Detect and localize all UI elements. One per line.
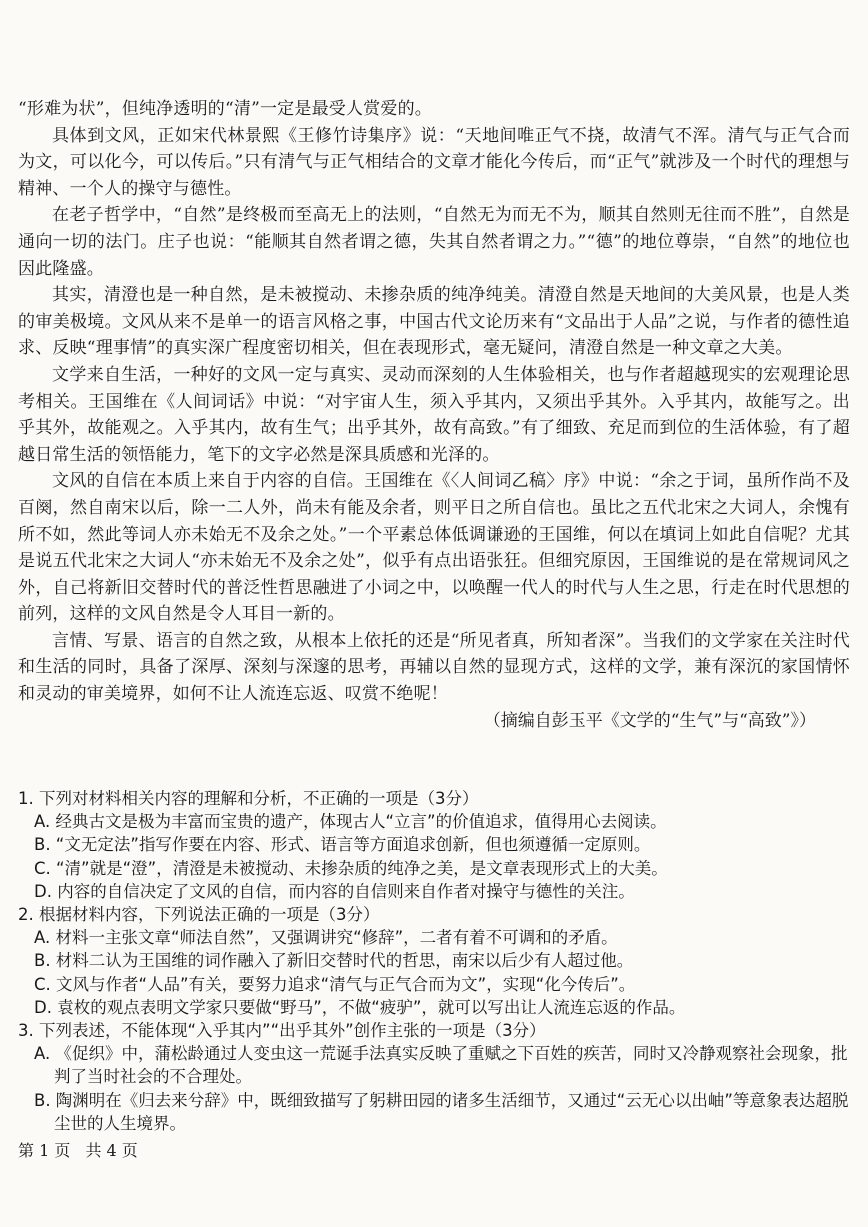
passage-paragraph: 具体到文风，正如宋代林景熙《王修竹诗集序》说：“天地间唯正气不挠，故清气不浑。清气与正气合而为文，可以化今，可以传后。”只有清气与正气相结合的文章才能化今传后，而“正气”就涉及一个时代的理想与精神、一个人的操守与德性。 bbox=[18, 125, 850, 199]
option-b: B. 材料二认为王国维的词作融入了新旧交替时代的哲思，南宋以后少有人超过他。 bbox=[34, 951, 634, 971]
option-a: A. 材料一主张文章“师法自然”，又强调讲究“修辞”，二者有着不可调和的矛盾。 bbox=[34, 928, 618, 948]
passage-paragraph: 言情、写景、语言的自然之致，从根本上依托的还是“所见者真，所知者深”。当我们的文学家在关注时代和生活的同时，具备了深厚、深刻与深邃的思考，再辅以自然的显现方式，这样的文学，兼有深沉的家国情怀和灵动的审美境界，如何不让人流连忘返、叹赏不绝呢！ bbox=[18, 630, 850, 705]
option-d: D. 袁枚的观点表明文学家只要做“野马”，不做“疲驴”，就可以写出让人流连忘返的作品。 bbox=[34, 997, 686, 1017]
option-a: A. 《促织》中，蒲松龄通过人变虫这一荒诞手法真实反映了重赋之下百姓的疾苦，同时又冷静观察社会现象，批判了当时社会的不合理处。 bbox=[34, 1044, 848, 1087]
questions-section bbox=[18, 787, 850, 1135]
option-c: C. “清”就是“澄”，清澄是未被搅动、未掺杂质的纯净之美，是文章表现形式上的大美。 bbox=[34, 858, 668, 878]
page-number: 第 1 页 bbox=[18, 1141, 71, 1160]
option-b: B. “文无定法”指写作要在内容、形式、语言等方面追求创新，但也须遵循一定原则。 bbox=[34, 835, 651, 855]
option-d: D. 内容的自信决定了文风的自信，而内容的自信则来自作者对操守与德性的关注。 bbox=[34, 881, 635, 901]
reading-passage bbox=[18, 96, 850, 735]
option-a: A. 经典古文是极为丰富而宝贵的遗产，体现古人“立言”的价值追求，值得用心去阅读。 bbox=[34, 812, 667, 832]
passage-paragraph: 其实，清澄也是一种自然，是未被搅动、未掺杂质的纯净纯美。清澄自然是天地间的大美风景，也是人类的审美极境。文风从来不是单一的语言风格之事，中国古代文论历来有“文品出于人品”之说，与作者的德性追求、反映“理事情”的真实深广程度密切相关，但在表现形式，毫无疑问，清澄自然是一种文章之大美。 bbox=[18, 285, 850, 359]
passage-paragraph: 文风的自信在本质上来自于内容的自信。王国维在《〈人间词乙稿〉序》中说：“余之于词，虽所作尚不及百阕，然自南宋以后，除一二人外，尚未有能及余者，则平日之所自信也。虽比之五代北宋之大词人，余愧有所不如，然此等词人亦未始无不及余之处。”一个平素总体低调谦逊的王国维，何以在填词上如此自信呢？尤其是说五代北宋之大词人“亦未始无不及余之处”，似乎有点出语张狂。但细究原因，王国维说的是在常规词风之外，自己将新旧交替时代的普泛性哲思融进了小词之中，以唤醒一代人的时代与人生之思，行走在时代思想的前列，这样的文风自然是令人耳目一新的。 bbox=[18, 471, 850, 625]
question-stem: 2. 根据材料内容，下列说法正确的一项是（3分） bbox=[18, 905, 380, 925]
question-stem: 3. 下列表述，不能体现“入乎其内”“出乎其外”创作主张的一项是（3分） bbox=[18, 1021, 546, 1041]
page-total: 共 4 页 bbox=[85, 1141, 138, 1160]
passage-paragraph: 在老子哲学中，“自然”是终极而至高无上的法则，“自然无为而无不为，顺其自然则无往而不胜”，自然是通向一切的法门。庄子也说：“能顺其自然者谓之德，失其自然者谓之力。”“德”的地位尊崇，“自然”的地位也因此隆盛。 bbox=[18, 205, 850, 279]
question-1 bbox=[18, 787, 850, 903]
option-b: B. 陶渊明在《归去来兮辞》中，既细致描写了躬耕田园的诸多生活细节，又通过“云无心以出岫”等意象表达超脱尘世的人生境界。 bbox=[34, 1090, 849, 1133]
option-c: C. 文风与作者“人品”有关，要努力追求“清气与正气合而为文”，实现“化今传后”。 bbox=[34, 974, 636, 994]
passage-source: （摘编自彭玉平《文学的“生气”与“高致”》） bbox=[483, 710, 816, 731]
page-footer bbox=[18, 1138, 148, 1161]
question-2 bbox=[18, 903, 850, 1019]
passage-paragraph: “形难为状”，但纯净透明的“清”一定是最受人赏爱的。 bbox=[18, 99, 432, 119]
question-stem: 1. 下列对材料相关内容的理解和分析，不正确的一项是（3分） bbox=[18, 789, 479, 808]
question-3 bbox=[18, 1019, 850, 1135]
passage-paragraph: 文学来自生活，一种好的文风一定与真实、灵动而深刻的人生体验相关，也与作者超越现实的宏观理论思考相关。王国维在《人间词话》中说：“对宇宙人生，须入乎其内，又须出乎其外。入乎其内，故能写之。出乎其外，故能观之。入乎其内，故有生气；出乎其外，故有高致。”有了细致、充足而到位的生活体验，有了超越日常生活的领悟能力，笔下的文字必然是深具质感和光泽的。 bbox=[18, 364, 850, 465]
